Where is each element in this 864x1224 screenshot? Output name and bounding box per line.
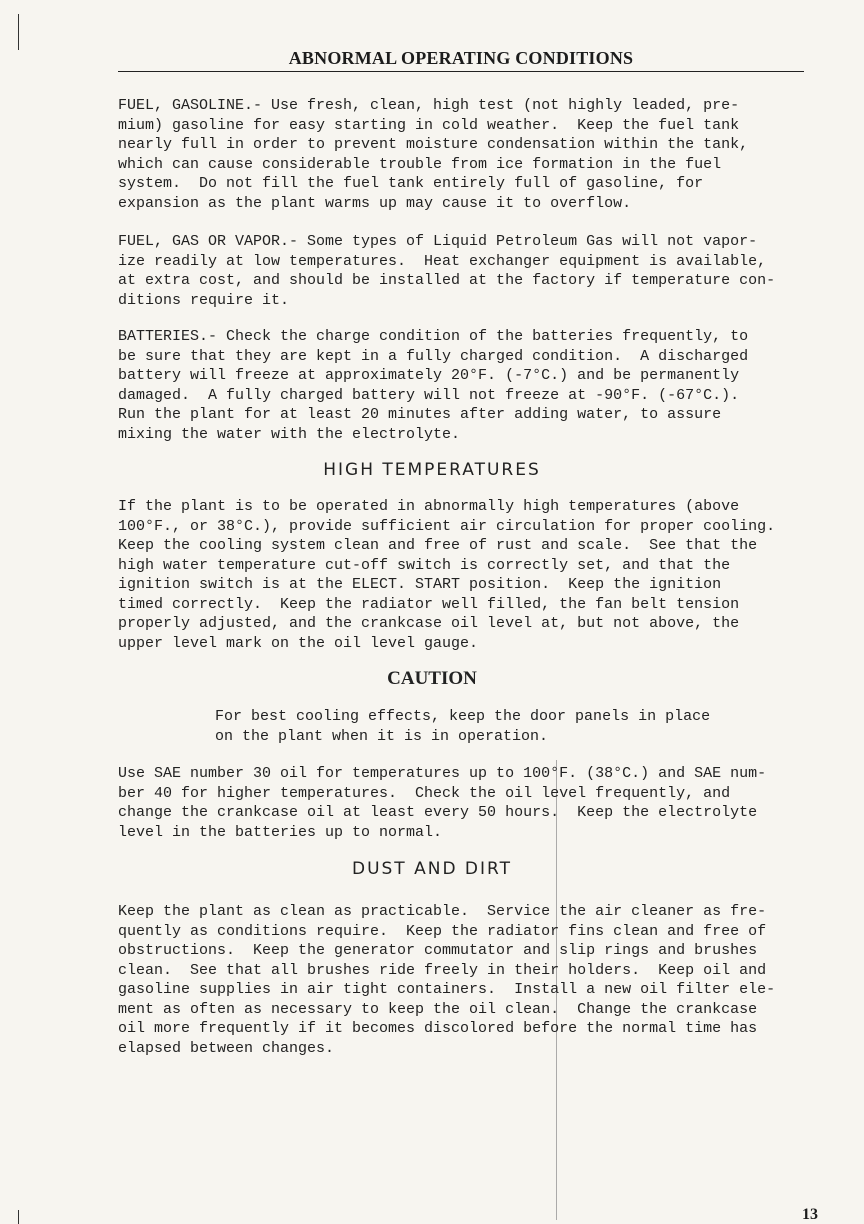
dust-and-dirt-heading: DUST AND DIRT xyxy=(351,859,513,879)
page-number: 13 xyxy=(802,1206,818,1223)
header-rule xyxy=(118,71,804,72)
margin-mark-bottom xyxy=(18,1210,19,1224)
margin-mark-top xyxy=(18,14,19,50)
high-temperatures-paragraph: If the plant is to be operated in abnormally high temperatures (above 100°F., or 38°C.), provide sufficient air circulation for proper cooling. Keep the cooling system clean and free of rust and scale. See that the high water temperature cut-off switch is correctly set, and that the ignition switch is at the ELECT. START position. Keep the ignition timed correctly. Keep the radiator well filled, the fan belt tension properly adjusted, and the crankcase oil level at, but not above, the upper level mark on the oil level gauge. xyxy=(118,498,776,652)
fuel-gas-vapor-paragraph: FUEL, GAS OR VAPOR.- Some types of Liquid Petroleum Gas will not vapor- ize readily at low temperatures. Heat exchanger equipment is available, at extra cost, and should be installed at the factory if temperature con- ditions require it. xyxy=(118,233,776,309)
dust-and-dirt-paragraph: Keep the plant as clean as practicable. Service the air cleaner as fre- quently as conditions require. Keep the radiator fins clean and free of obstructions. Keep the generator commutator and slip rings and brushes clean. See that all brushes ride freely in their holders. Keep oil and gasoline supplies in air tight containers. Install a new oil filter ele- ment as often as necessary to keep the oil clean. Change the crankcase oil more frequently if it becomes discolored before the normal time has elapsed between changes. xyxy=(118,903,776,1057)
caution-paragraph: For best cooling effects, keep the door panels in place on the plant when it is in operation. xyxy=(215,708,711,745)
batteries-paragraph: BATTERIES.- Check the charge condition of the batteries frequently, to be sure that they are kept in a fully charged condition. A discharged battery will freeze at approximately 20°F. (-7°C.) and be permanently damaged. A fully charged battery will not freeze at -90°F. (-67°C.). Run the plant for at least 20 minutes after adding water, to assure mixing the water with the electrolyte. xyxy=(118,328,749,443)
caution-heading: CAUTION xyxy=(387,668,477,689)
high-temperatures-heading: HIGH TEMPERATURES xyxy=(323,460,541,480)
fuel-gasoline-paragraph: FUEL, GASOLINE.- Use fresh, clean, high test (not highly leaded, pre- mium) gasoline for easy starting in cold weather. Keep the fuel tank nearly full in order to prevent moisture condensation within the tank, which can cause considerable trouble from ice formation in the fuel system. Do not fill the fuel tank entirely full of gasoline, for expansion as the plant warms up may cause it to overflow. xyxy=(118,97,749,212)
page-header-title: ABNORMAL OPERATING CONDITIONS xyxy=(288,48,634,68)
oil-paragraph: Use SAE number 30 oil for temperatures up to 100°F. (38°C.) and SAE num- ber 40 for higher temperatures. Check the oil level frequently, and change the crankcase oil at least every 50 hours. Keep the electrolyte level in the batteries up to normal. xyxy=(118,765,767,841)
